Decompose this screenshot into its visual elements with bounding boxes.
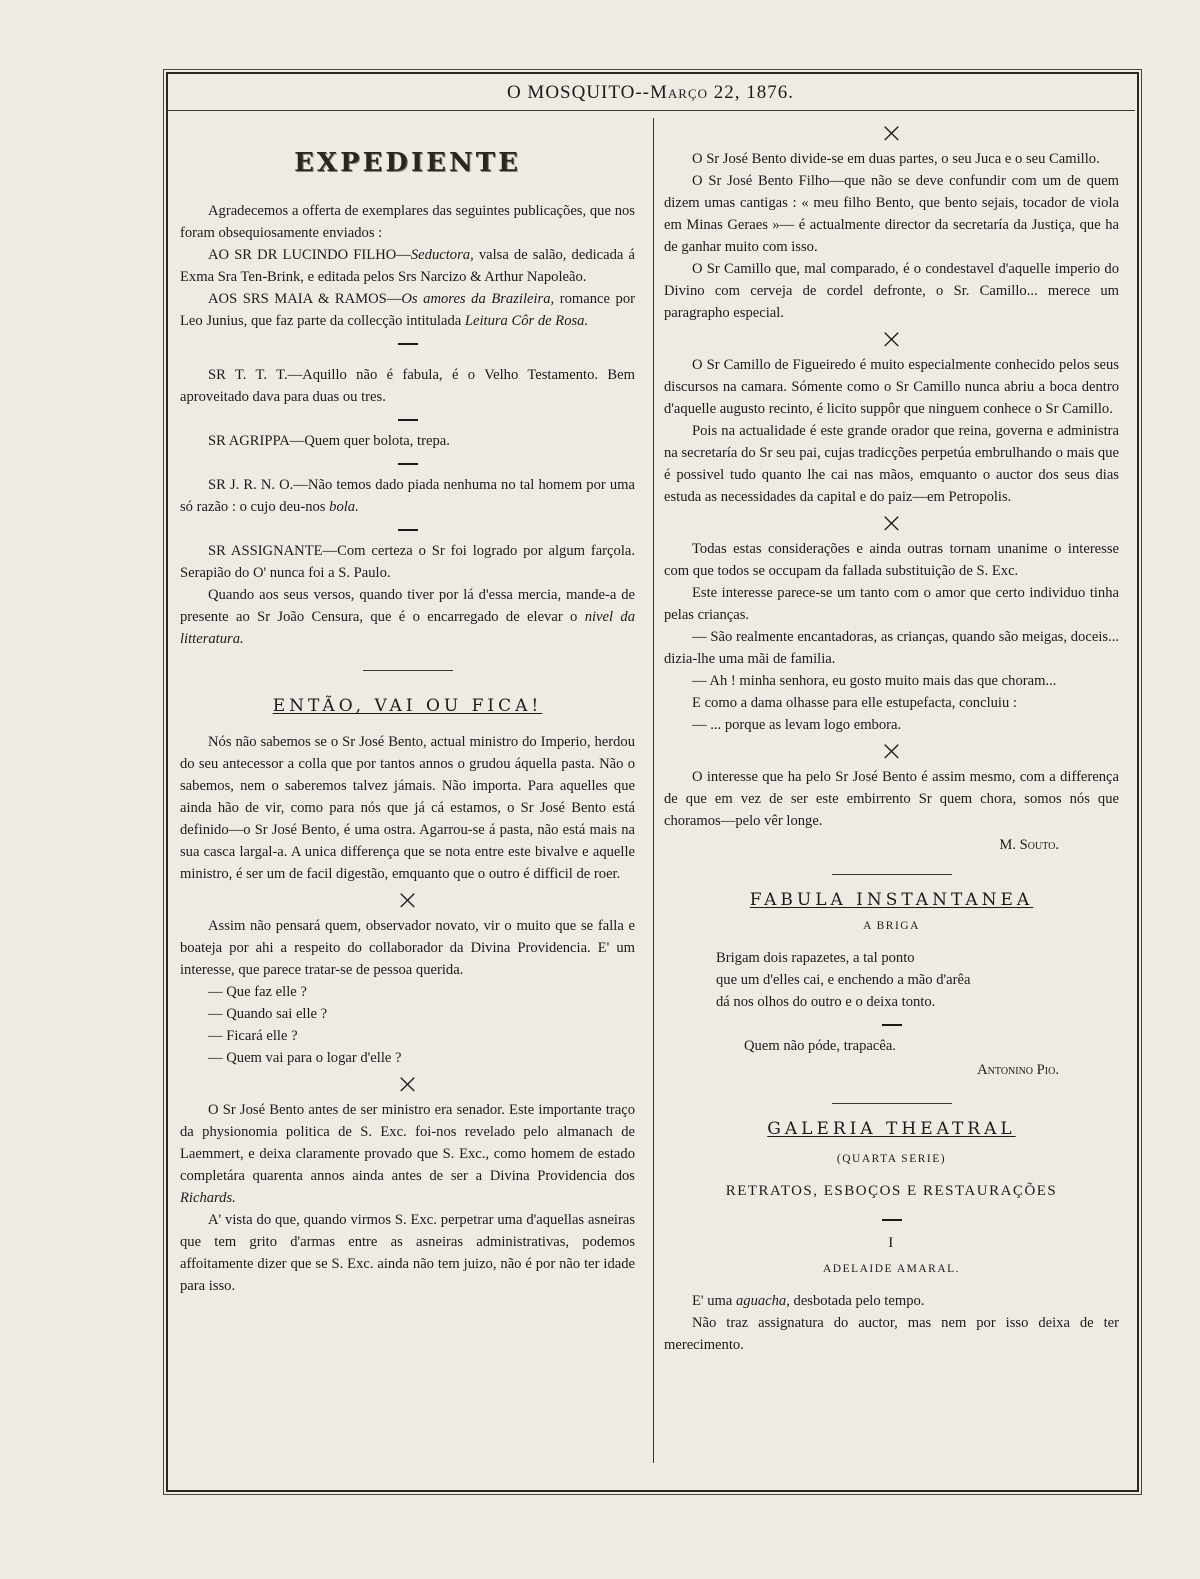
paragraph: A' vista do que, quando virmos S. Exc. perpetrar uma d'aquellas asneiras que tem grito d'armas entre as asneiras administrativas, podemos affoitamente dizer que se S. Exc. ainda não tem juizo, não é por não ter idade para isso.	[180, 1212, 635, 1294]
dialogue-line: — Ah ! minha senhora, eu gosto muito mais das que choram...	[692, 673, 1057, 689]
header-prefix: O MOSQUITO--	[506, 82, 651, 103]
paragraph	[180, 584, 635, 650]
text-italic: bola.	[329, 499, 359, 515]
dash-separator	[664, 1013, 1119, 1035]
cross-separator-icon: ×	[879, 734, 904, 767]
text: , romance por Leo Junius, que faz parte da collecção intitulada	[180, 291, 636, 329]
dash-separator	[180, 408, 635, 430]
dialogue-line: — São realmente encantadoras, as crianças, quando são meigas, doceis... dizia-lhe uma mãi de familia.	[664, 629, 1119, 667]
text: AO SR DR LUCINDO FILHO—	[208, 247, 411, 263]
text: O Sr José Bento antes de ser ministro era senador. Este importante traço da physionomia politica de S. Exc. foi-nos revelado pelo almanach de Laemmert, e deixa claramente provado que S. Exc., como homem de estado completára quarenta annos ainda antes de ser a Divina Providencia dos	[180, 1102, 635, 1184]
paragraph: SR AGRIPPA—Quem quer bolota, trepa.	[208, 433, 450, 449]
dash-separator	[664, 1208, 1119, 1230]
fable-subtitle: A BRIGA	[863, 920, 920, 932]
paragraph: SR T. T. T.—Aquillo não é fabula, é o Velho Testamento. Bem aproveitado dava para duas ou tres.	[180, 367, 635, 405]
cross-separator-icon: ×	[879, 506, 904, 539]
left-column	[180, 118, 635, 1297]
text-italic: nivel da litteratura.	[180, 609, 635, 647]
paragraph	[180, 244, 635, 288]
text-italic: aguacha	[735, 1293, 787, 1309]
verse-line: Brigam dois rapazetes, a tal ponto	[716, 950, 915, 966]
paragraph	[180, 474, 635, 518]
paragraph: Não traz assignatura do auctor, mas nem por isso deixa de ter merecimento.	[664, 1315, 1119, 1353]
author-signature: M. Souto.	[999, 837, 1059, 853]
section-rule	[832, 874, 952, 875]
paragraph: Este interesse parece-se um tanto com o amor que certo individuo tinha pelas crianças.	[664, 585, 1119, 623]
column-divider	[653, 118, 654, 1463]
section-rule	[363, 670, 453, 671]
dash-separator	[180, 332, 635, 354]
verse-line: Quem não póde, trapacêa.	[744, 1038, 896, 1054]
text: , valsa de salão, dedicada á Exma Sra Ten-Brink, e editada pelos Srs Narcizo & Arthur Napoleão.	[180, 247, 635, 285]
section-title: ENTÃO, VAI OU FICA!	[272, 696, 543, 716]
text-italic: Os amores da Brazileira	[401, 291, 551, 307]
paragraph: O Sr José Bento Filho—que não se deve confundir com um de quem dizem umas cantigas : « meu filho Bento, que bento sejais, tocador de viola em Minas Geraes »— é actualmente director da secretaría da Justiça, que ha de ganhar muito com isso.	[664, 173, 1119, 255]
paragraph: O Sr José Bento divide-se em duas partes, o seu Juca e o seu Camillo.	[692, 151, 1100, 167]
paragraph: O Sr Camillo de Figueiredo é muito especialmente conhecido pelos seus discursos na camara. Sómente como o Sr Camillo nunca abriu a boca dentro d'aquelle augusto recinto, é licito suppôr que ninguem conhece o Sr Camillo.	[664, 357, 1119, 417]
paragraph: O interesse que ha pelo Sr José Bento é assim mesmo, com a differença de que em vez de ser este embirrento Sr quem chora, somos nós que choramos—pelo vêr longe.	[664, 769, 1119, 829]
paragraph: E como a dama olhasse para elle estupefacta, concluiu :	[692, 695, 1017, 711]
paragraph	[180, 288, 635, 332]
dash-separator	[180, 452, 635, 474]
verse-line: que um d'elles cai, e enchendo a mão d'arêa	[716, 972, 971, 988]
cross-separator-icon: ×	[879, 322, 904, 355]
dialogue-line: — Que faz elle ?	[208, 984, 307, 1000]
galeria-number: I	[888, 1235, 895, 1251]
paragraph: Assim não pensará quem, observador novato, vir o muito que se falla e boateja por ahi a respeito do collaborador da Divina Providencia. E' um interesse, que parece tratar-se de pessoa querida.	[180, 918, 635, 978]
cross-separator-icon: ×	[395, 883, 420, 916]
cross-separator-icon: ×	[879, 116, 904, 149]
galeria-title: GALERIA THEATRAL	[767, 1119, 1016, 1139]
author-signature: Antonino Pio.	[977, 1062, 1059, 1078]
section-rule	[832, 1103, 952, 1104]
paragraph: Agradecemos a offerta de exemplares das seguintes publicações, que nos foram obsequiosamente enviados :	[180, 203, 635, 241]
right-column	[664, 118, 1119, 1356]
paragraph: O Sr Camillo que, mal comparado, é o condestavel d'aquelle imperio do Divino com cerveja de cordel defronte, o Sr. Camillo... merece um paragrapho especial.	[664, 261, 1119, 321]
dialogue-line: — Ficará elle ?	[208, 1028, 298, 1044]
text-italic: Leitura Côr de Rosa.	[464, 313, 589, 329]
paragraph: Todas estas considerações e ainda outras tornam unanime o interesse com que todos se occupam da fallada substituição de S. Exc.	[664, 541, 1119, 579]
text-italic: Richards.	[180, 1190, 236, 1206]
galeria-subtitle: RETRATOS, ESBOÇOS E RESTAURAÇÕES	[725, 1183, 1058, 1199]
dash-separator	[180, 518, 635, 540]
fable-title: FABULA INSTANTANEA	[749, 890, 1034, 910]
page-header	[166, 76, 1135, 111]
text: AOS SRS MAIA & RAMOS—	[208, 291, 402, 307]
galeria-name: ADELAIDE AMARAL.	[822, 1263, 961, 1275]
header-date: 22, 1876.	[713, 82, 795, 103]
header-month: Março	[650, 82, 709, 103]
paragraph	[180, 1099, 635, 1209]
dialogue-line: — Quem vai para o logar d'elle ?	[208, 1050, 402, 1066]
dialogue-line: — Quando sai elle ?	[208, 1006, 328, 1022]
text: SR J. R. N. O.—Não temos dado piada nenhuma no tal homem por uma só razão : o cujo deu-nos	[180, 477, 635, 515]
text-italic: Seductora	[410, 247, 471, 263]
cross-separator-icon: ×	[395, 1067, 420, 1100]
paragraph	[664, 1290, 1119, 1312]
paragraph: Pois na actualidade é este grande orador que reina, governa e administra na secretaría do Sr seu pai, cujas tradicções perpetúa embrulhando o mais que é possivel tudo quanto lhe cai nas mãos, emquanto o auctor dos seus dias estuda as necessidades da capital e do paiz—em Petropolis.	[664, 423, 1119, 505]
dialogue-line: — ... porque as levam logo embora.	[692, 717, 902, 733]
text: , desbotada pelo tempo.	[786, 1293, 925, 1309]
text: E' uma	[692, 1293, 736, 1309]
verse-line: dá nos olhos do outro e o deixa tonto.	[716, 994, 936, 1010]
expediente-title: EXPEDIENTE	[294, 148, 521, 178]
paragraph: Nós não sabemos se o Sr José Bento, actual ministro do Imperio, herdou do seu antecessor a colla que por tantos annos o grudou áquella pasta. Não o sabemos, nem o saberemos talvez jámais. Não importa. Para aquelles que ainda hão de vir, como para nós que já cá estamos, o Sr José Bento está definido—o Sr José Bento, é uma ostra. Agarrou-se á pasta, não está mais na sua casca largal-a. A unica differença que se nota entre este bivalve e aquelle ministro, é ser um de facil digestão, emquanto que o outro é difficil de roer.	[180, 734, 635, 882]
paragraph: SR ASSIGNANTE—Com certeza o Sr foi logrado por algum farçola. Serapião do O' nunca foi a S. Paulo.	[180, 543, 635, 581]
text: Quando aos seus versos, quando tiver por lá d'essa mercia, mande-a de presente ao Sr João Censura, que é o encarregado de elevar o	[180, 587, 635, 625]
galeria-series: (QUARTA SERIE)	[836, 1153, 947, 1165]
